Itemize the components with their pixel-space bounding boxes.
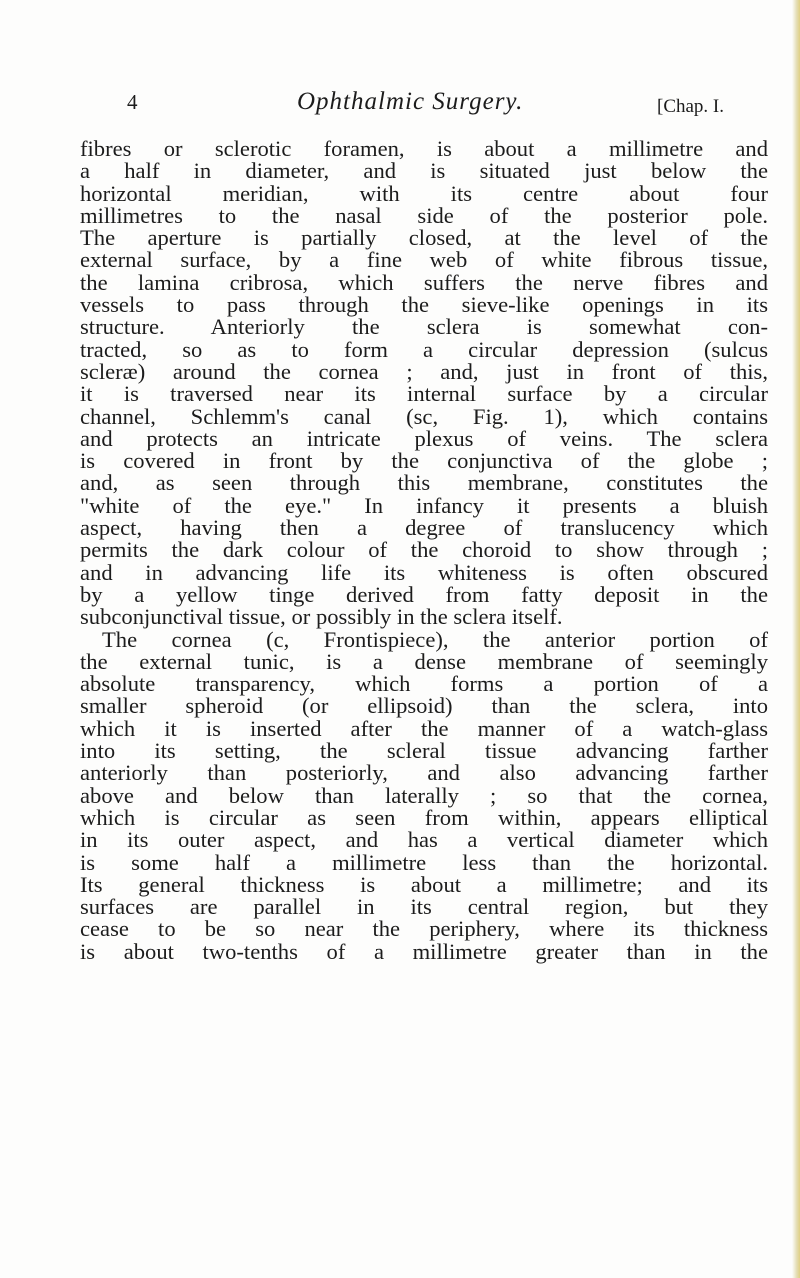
text-line: is some half a millimetre less than the horizontal. (80, 849, 768, 875)
text-line: is about two-tenths of a millimetre greater than in the (80, 938, 768, 964)
text-line: which it is inserted after the manner of a watch-glass (80, 715, 768, 741)
text-line: above and below than laterally ; so that the cornea, (80, 782, 768, 808)
text-line: it is traversed near its internal surface by a circular (80, 381, 768, 407)
text-line: millimetres to the nasal side of the posterior pole. (80, 202, 768, 228)
paragraph-start-line: The cornea (c, Frontispiece), the anterior portion of (102, 626, 768, 652)
text-line: The aperture is partially closed, at the level of the (80, 225, 768, 251)
text-line: subconjunctival tissue, or possibly in the sclera itself. (80, 604, 563, 630)
running-head (127, 90, 767, 130)
text-line: channel, Schlemm's canal (sc, Fig. 1), which contains (80, 403, 768, 429)
text-line: anteriorly than posteriorly, and also advancing farther (80, 760, 768, 786)
text-line: and in advancing life its whiteness is often obscured (80, 559, 768, 585)
text-line: structure. Anteriorly the sclera is somewhat con- (80, 314, 768, 340)
running-title: Ophthalmic Surgery. (297, 88, 524, 115)
text-line: cease to be so near the periphery, where its thickness (80, 916, 768, 942)
text-line: Its general thickness is about a millimetre; and its (80, 871, 768, 897)
chapter-reference: [Chap. I. (657, 96, 725, 117)
text-line: surfaces are parallel in its central region, but they (80, 894, 768, 920)
text-line: tracted, so as to form a circular depression (sulcus (80, 336, 768, 362)
text-line: vessels to pass through the sieve-like openings in its (80, 292, 768, 318)
text-line: scleræ) around the cornea ; and, just in front of this, (80, 358, 768, 384)
text-line: in its outer aspect, and has a vertical diameter which (80, 827, 768, 853)
text-line: permits the dark colour of the choroid to show through ; (80, 537, 768, 563)
text-line: is covered in front by the conjunctiva of the globe ; (80, 448, 768, 474)
text-line: fibres or sclerotic foramen, is about a millimetre and (80, 136, 768, 161)
text-line: "white of the eye." In infancy it presents a bluish (80, 492, 768, 518)
text-line: the lamina cribrosa, which suffers the nerve fibres and (80, 269, 768, 295)
text-line: the external tunic, is a dense membrane of seemingly (80, 648, 768, 674)
page-edge (792, 0, 800, 1278)
text-line: absolute transparency, which forms a portion of a (80, 671, 768, 697)
text-line: external surface, by a fine web of white fibrous tissue, (80, 247, 768, 273)
text-line: smaller spheroid (or ellipsoid) than the sclera, into (80, 693, 768, 719)
text-line: a half in diameter, and is situated just below the (80, 158, 768, 184)
text-line: which is circular as seen from within, appears elliptical (80, 804, 768, 830)
text-line: and protects an intricate plexus of veins. The sclera (80, 425, 768, 451)
page-number: 4 (127, 90, 138, 114)
text-line: aspect, having then a degree of translucency which (80, 515, 768, 541)
text-line: and, as seen through this membrane, constitutes the (80, 470, 768, 496)
text-line: horizontal meridian, with its centre about four (80, 180, 768, 206)
text-line: into its setting, the scleral tissue advancing farther (80, 738, 768, 764)
text-line: by a yellow tinge derived from fatty deposit in the (80, 581, 768, 607)
body-text (80, 138, 768, 963)
